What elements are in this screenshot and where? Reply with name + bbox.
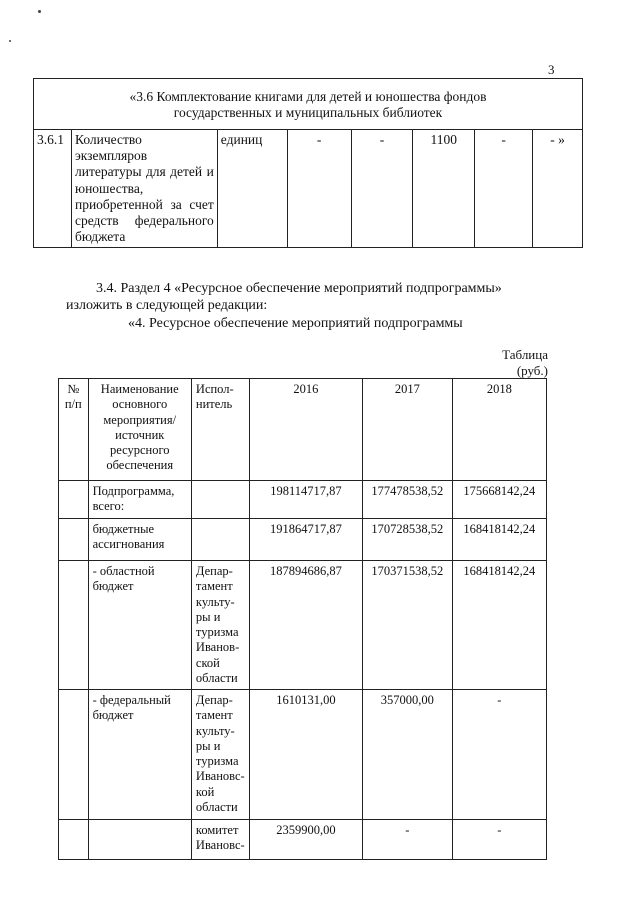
table-caption-unit: (руб.) bbox=[516, 363, 548, 378]
header-2017: 2017 bbox=[363, 379, 453, 481]
table-header-row bbox=[59, 379, 547, 481]
value-2017: 170371538,52 bbox=[363, 561, 453, 690]
row-number: 3.6.1 bbox=[34, 130, 72, 248]
row-num bbox=[59, 481, 89, 519]
section-title-line2: государственных и муниципальных библиотек bbox=[173, 105, 443, 120]
row-num bbox=[59, 519, 89, 561]
row-name bbox=[88, 820, 191, 860]
value-2016: 191864717,87 bbox=[249, 519, 362, 561]
table-row bbox=[34, 130, 583, 248]
row-executor bbox=[191, 519, 249, 561]
value-2017: - bbox=[363, 820, 453, 860]
value-2016: 198114717,87 bbox=[249, 481, 362, 519]
row-name: - областной бюджет bbox=[88, 561, 191, 690]
table-row bbox=[59, 820, 547, 860]
value-cell: 1100 bbox=[413, 130, 475, 248]
value-2016: 1610131,00 bbox=[249, 690, 362, 820]
row-num bbox=[59, 690, 89, 820]
row-executor: Депар-тамент культу-ры и туризма Ивановс-кой области bbox=[191, 690, 249, 820]
row-name: бюджетные ассигнования bbox=[88, 519, 191, 561]
value-2017: 170728538,52 bbox=[363, 519, 453, 561]
value-2018: - bbox=[452, 690, 546, 820]
scan-speck bbox=[9, 40, 11, 42]
row-name: Подпрограмма, всего: bbox=[88, 481, 191, 519]
value-cell: - bbox=[287, 130, 351, 248]
section-heading: «4. Ресурсное обеспечение мероприятий подпрограммы bbox=[128, 316, 463, 331]
indicator-table bbox=[33, 78, 583, 248]
value-cell: - » bbox=[533, 130, 583, 248]
value-2016: 2359900,00 bbox=[249, 820, 362, 860]
header-2018: 2018 bbox=[452, 379, 546, 481]
value-2017: 177478538,52 bbox=[363, 481, 453, 519]
value-cell: - bbox=[475, 130, 533, 248]
header-2016: 2016 bbox=[249, 379, 362, 481]
table-caption bbox=[470, 347, 548, 379]
amendment-line2: изложить в следующей редакции: bbox=[66, 298, 268, 313]
header-executor: Испол-нитель bbox=[191, 379, 249, 481]
row-num bbox=[59, 820, 89, 860]
unit-cell: единиц bbox=[217, 130, 287, 248]
table-caption-label: Таблица bbox=[502, 347, 548, 362]
row-num bbox=[59, 561, 89, 690]
table-row bbox=[59, 561, 547, 690]
row-executor: Депар-тамент культу-ры и туризма Иванов-ской области bbox=[191, 561, 249, 690]
row-executor: комитет Ивановс- bbox=[191, 820, 249, 860]
value-2018: 168418142,24 bbox=[452, 519, 546, 561]
value-2017: 357000,00 bbox=[363, 690, 453, 820]
value-2018: 175668142,24 bbox=[452, 481, 546, 519]
table-row bbox=[59, 519, 547, 561]
row-executor bbox=[191, 481, 249, 519]
value-2016: 187894686,87 bbox=[249, 561, 362, 690]
page-number: 3 bbox=[548, 62, 555, 77]
header-num: № п/п bbox=[59, 379, 89, 481]
indicator-name: Количество экземпляров литературы для детей и юношества, приобретенной за счет средств федерального бюджета bbox=[71, 130, 217, 248]
table-row bbox=[59, 481, 547, 519]
scan-speck bbox=[38, 10, 41, 13]
resource-table bbox=[58, 378, 547, 860]
amendment-line1: 3.4. Раздел 4 «Ресурсное обеспечение мероприятий подпрограммы» bbox=[96, 281, 502, 296]
section-title bbox=[34, 79, 583, 130]
row-name: - федеральный бюджет bbox=[88, 690, 191, 820]
value-2018: 168418142,24 bbox=[452, 561, 546, 690]
value-cell: - bbox=[351, 130, 413, 248]
section-title-line1: «3.6 Комплектование книгами для детей и юношества фондов bbox=[129, 88, 487, 104]
value-2018: - bbox=[452, 820, 546, 860]
header-name: Наименование основного мероприятия/ источник ресурсного обеспечения bbox=[88, 379, 191, 481]
table-row bbox=[59, 690, 547, 820]
